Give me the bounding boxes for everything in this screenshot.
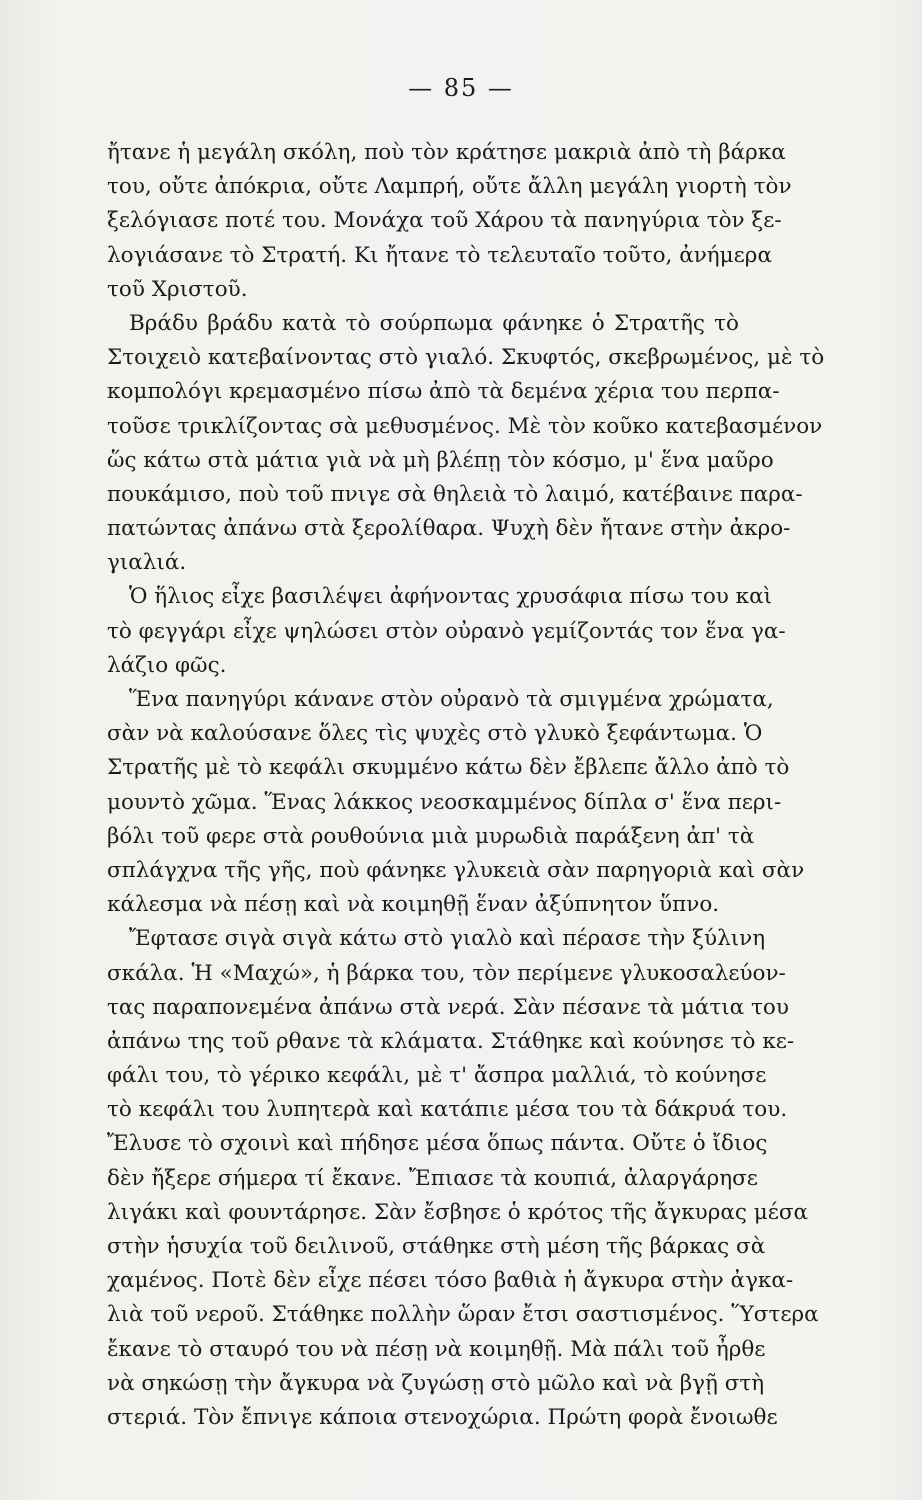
text-line: λιγάκι καὶ φουντάρησε. Σὰν ἔσβησε ὁ κρότος τῆς ἄγκυρας μέσα: [107, 1199, 809, 1225]
text-line: τὸ φεγγάρι εἶχε ψηλώσει στὸν οὐρανὸ γεμίζοντάς τον ἕνα γα-: [107, 618, 786, 644]
text-line: κομπολόγι κρεμασμένο πίσω ἀπὸ τὰ δεμένα χέρια του περπα-: [107, 379, 780, 405]
text-line: νὰ σηκώσῃ τὴν ἄγκυρα νὰ ζυγώσῃ στὸ μῶλο καὶ νὰ βγῇ στὴ: [107, 1370, 765, 1396]
text-line: ἤτανε ἡ μεγάλη σκόλη, ποὺ τὸν κράτησε μακριὰ ἀπὸ τὴ βάρκα: [107, 140, 786, 165]
text-line: λάζιο φῶς.: [107, 652, 227, 678]
text-line: σὰν νὰ καλούσανε ὅλες τὶς ψυχὲς στὸ γλυκὸ ξεφάντωμα. Ὁ: [107, 721, 763, 747]
text-line: Ἕνα πανηγύρι κάνανε στὸν οὐρανὸ τὰ σμιγμένα χρώματα,: [129, 687, 774, 712]
text-line: γιαλιά.: [107, 550, 187, 576]
text-line: πουκάμισο, ποὺ τοῦ πνιγε σὰ θηλειὰ τὸ λαιμό, κατέβαινε παρα-: [107, 481, 803, 507]
text-line: λιὰ τοῦ νεροῦ. Στάθηκε πολλὴν ὥραν ἔτσι σαστισμένος. Ὕστερα: [107, 1302, 819, 1328]
text-line: φάλι του, τὸ γέρικο κεφάλι, μὲ τ' ἄσπρα μαλλιά, τὸ κούνησε: [107, 1063, 767, 1089]
text-line: χαμένος. Ποτὲ δὲν εἶχε πέσει τόσο βαθιὰ ἡ ἄγκυρα στὴν ἀγκα-: [107, 1268, 794, 1294]
text-line: κάλεσμα νὰ πέσῃ καὶ νὰ κοιμηθῇ ἕναν ἀξύπνητον ὕπνο.: [107, 892, 720, 918]
text-line: τὸ κεφάλι του λυπητερὰ καὶ κατάπιε μέσα του τὰ δάκρυά του.: [107, 1097, 788, 1123]
text-line: στεριά. Τὸν ἔπνιγε κάποια στενοχώρια. Πρώτη φορὰ ἔνοιωθε: [107, 1404, 778, 1430]
text-line: μουντὸ χῶμα. Ἕνας λάκκος νεοσκαμμένος δίπλα σ' ἕνα περι-: [107, 789, 782, 815]
text-line: τοῦ Χριστοῦ.: [107, 276, 248, 302]
page-number: — 85 —: [408, 74, 514, 102]
text-line: Ὁ ἥλιος εἶχε βασιλέψει ἀφήνοντας χρυσάφια πίσω του καὶ: [129, 584, 773, 610]
text-line: Στρατῆς μὲ τὸ κεφάλι σκυμμένο κάτω δὲν ἔβλεπε ἄλλο ἀπὸ τὸ: [107, 755, 790, 781]
text-line: Στοιχειὸ κατεβαίνοντας στὸ γιαλό. Σκυφτός, σκεβρωμένος, μὲ τὸ: [107, 345, 825, 371]
text-line: ξελόγιασε ποτέ του. Μονάχα τοῦ Χάρου τὰ πανηγύρια τὸν ξε-: [107, 208, 782, 234]
text-line: στὴν ἡσυχία τοῦ δειλινοῦ, στάθηκε στὴ μέση τῆς βάρκας σὰ: [107, 1234, 766, 1259]
body-text: [107, 136, 825, 1435]
text-line: του, οὔτε ἀπόκρια, οὔτε Λαμπρή, οὔτε ἄλλη μεγάλη γιορτὴ τὸν: [107, 174, 792, 200]
text-line: σπλάγχνα τῆς γῆς, ποὺ φάνηκε γλυκειὰ σὰν παρηγοριὰ καὶ σὰν: [107, 857, 805, 883]
text-line: σκάλα. Ἡ «Μαχώ», ἡ βάρκα του, τὸν περίμενε γλυκοσαλεύον-: [107, 960, 786, 986]
text-line: βόλι τοῦ φερε στὰ ρουθούνια μιὰ μυρωδιὰ παράξενη ἀπ' τὰ: [107, 823, 755, 849]
text-line: λογιάσανε τὸ Στρατή. Κι ἤτανε τὸ τελευταῖο τοῦτο, ἀνήμερα: [107, 242, 772, 268]
text-line: Ἔλυσε τὸ σχοινὶ καὶ πήδησε μέσα ὅπως πάντα. Οὔτε ὁ ἴδιος: [107, 1131, 768, 1157]
text-line: δὲν ἤξερε σήμερα τί ἔκανε. Ἔπιασε τὰ κουπιά, ἀλαργάρησε: [107, 1165, 758, 1191]
text-line: τοῦσε τρικλίζοντας σὰ μεθυσμένος. Μὲ τὸν κοῦκο κατεβασμένον: [107, 413, 823, 439]
text-line: ἀπάνω της τοῦ ρθανε τὰ κλάματα. Στάθηκε καὶ κούνησε τὸ κε-: [107, 1028, 795, 1054]
text-line: ὥς κάτω στὰ μάτια γιὰ νὰ μὴ βλέπῃ τὸν κόσμο, μ' ἕνα μαῦρο: [107, 447, 774, 473]
text-line: πατώντας ἀπάνω στὰ ξερολίθαρα. Ψυχὴ δὲν ἤτανε στὴν ἀκρο-: [107, 516, 791, 542]
text-line: ἔκανε τὸ σταυρό του νὰ πέσῃ νὰ κοιμηθῇ. Μὰ πάλι τοῦ ἦρθε: [107, 1336, 766, 1362]
text-line: Βράδυ βράδυ κατὰ τὸ σούρπωμα φάνηκε ὁ Στρατῆς τὸ: [129, 310, 739, 336]
text-line: Ἔφτασε σιγὰ σιγὰ κάτω στὸ γιαλὸ καὶ πέρασε τὴν ξύλινη: [129, 926, 766, 952]
text-line: τας παραπονεμένα ἀπάνω στὰ νερά. Σὰν πέσανε τὰ μάτια του: [107, 994, 789, 1020]
